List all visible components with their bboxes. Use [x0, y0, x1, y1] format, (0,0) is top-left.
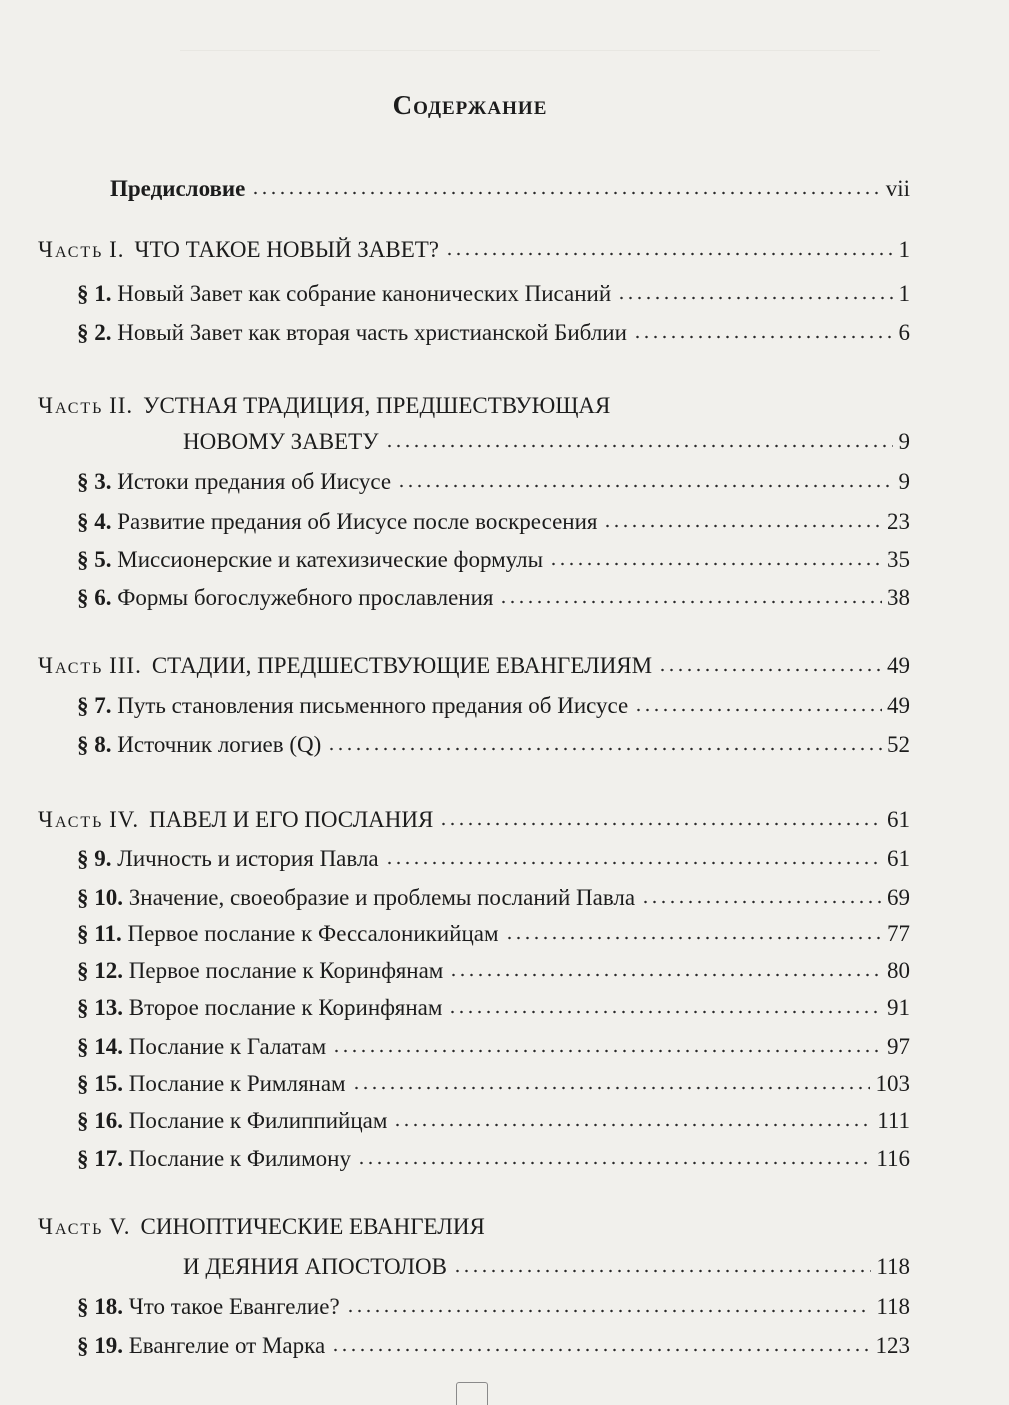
leader-dots [346, 1309, 871, 1313]
toc-entry-text [77, 1104, 391, 1138]
section-title: Первое послание к Фессалоникийцам [127, 921, 499, 946]
toc-section-entry[interactable] [0, 277, 1009, 311]
section-number: § 15. [77, 1071, 123, 1096]
page-number: vii [883, 172, 910, 206]
toc-section-entry[interactable] [0, 1142, 1009, 1176]
section-title: Новый Завет как вторая часть христианской Библии [117, 320, 627, 345]
page-number: 49 [884, 649, 910, 683]
section-title: Первое послание к Коринфянам [128, 958, 444, 983]
leader-dots [658, 668, 882, 672]
section-number: § 4. [77, 509, 112, 534]
leader-dots [397, 484, 893, 488]
toc-entry-text [77, 277, 615, 311]
leader-dots [332, 1049, 882, 1053]
toc-entry-text [38, 1210, 489, 1244]
page-number-bracket [456, 1382, 488, 1405]
toc-section-entry[interactable] [0, 689, 1009, 723]
toc-entry-text [77, 917, 503, 951]
section-number: § 11. [77, 921, 122, 946]
toc-entry-text [77, 689, 632, 723]
part-title-line: СТАДИИ, ПРЕДШЕСТВУЮЩИЕ ЕВАНГЕЛИЯМ [151, 653, 653, 678]
toc-part-heading[interactable] [0, 233, 1009, 267]
section-title: Источник логиев (Q) [117, 732, 322, 757]
part-word: Часть [38, 653, 104, 678]
toc-entry-text [110, 172, 249, 206]
toc-section-entry[interactable] [0, 543, 1009, 577]
section-number: § 1. [77, 281, 112, 306]
page-number: 111 [874, 1104, 910, 1138]
section-title: Миссионерские и катехизические формулы [117, 547, 544, 572]
part-title-line: НОВОМУ ЗАВЕТУ [183, 429, 379, 454]
part-title-line: ПАВЕЛ И ЕГО ПОСЛАНИЯ [149, 807, 434, 832]
part-title-line: УСТНАЯ ТРАДИЦИЯ, ПРЕДШЕСТВУЮЩАЯ [143, 393, 611, 418]
page-number: 1 [896, 233, 911, 267]
part-title-line: И ДЕЯНИЯ АПОСТОЛОВ [183, 1254, 447, 1279]
section-title: Развитие предания об Иисусе после воскресения [117, 509, 598, 534]
toc-section-entry[interactable] [0, 1329, 1009, 1363]
toc-section-entry[interactable] [0, 505, 1009, 539]
toc-section-entry[interactable] [0, 991, 1009, 1025]
toc-entry-text [77, 465, 395, 499]
preface-label: Предисловие [110, 176, 246, 201]
leader-dots [352, 1086, 870, 1090]
page-number: 49 [884, 689, 910, 723]
toc-entry-text [38, 803, 437, 837]
section-number: § 13. [77, 995, 123, 1020]
toc-section-entry[interactable] [0, 1290, 1009, 1324]
leader-dots [357, 1161, 871, 1165]
section-number: § 7. [77, 693, 112, 718]
toc-entry-text [77, 881, 639, 915]
section-number: § 2. [77, 320, 112, 345]
page-title: Содержание [392, 90, 548, 120]
page-number: 61 [884, 842, 910, 876]
toc-entry-text [77, 505, 601, 539]
toc-entry-text [77, 581, 497, 615]
toc-section-entry[interactable] [0, 954, 1009, 988]
section-number: § 19. [77, 1333, 123, 1358]
toc-entry-text [77, 316, 631, 350]
page-number: 77 [884, 917, 910, 951]
page-number: 23 [884, 505, 910, 539]
leader-dots [251, 191, 881, 195]
leader-dots [445, 252, 893, 256]
toc-section-entry[interactable] [0, 1030, 1009, 1064]
toc-entry-text [77, 543, 547, 577]
bleed-through-line [180, 28, 880, 51]
section-number: § 14. [77, 1034, 123, 1059]
toc-section-entry[interactable] [0, 465, 1009, 499]
toc-entry-text [38, 233, 443, 267]
toc-entry-text [77, 1142, 355, 1176]
page-number: 103 [873, 1067, 911, 1101]
toc-section-entry[interactable] [0, 842, 1009, 876]
section-title: Послание к Филимону [128, 1146, 351, 1171]
toc-part-heading[interactable] [0, 389, 1009, 423]
leader-dots [448, 1010, 882, 1014]
toc-entry-text [77, 991, 446, 1025]
page-number: 80 [884, 954, 910, 988]
page-number: 69 [884, 881, 910, 915]
toc-entry-text [77, 954, 447, 988]
part-number: IV. [109, 807, 140, 832]
section-title: Формы богослужебного прославления [117, 585, 494, 610]
toc-part-heading[interactable] [0, 649, 1009, 683]
section-number: § 6. [77, 585, 112, 610]
section-title: Путь становления письменного предания об Иисусе [117, 693, 629, 718]
toc-entry-text [38, 649, 656, 683]
section-title: Личность и история Павла [117, 846, 379, 871]
section-number: § 5. [77, 547, 112, 572]
toc-entry-text [77, 1030, 330, 1064]
toc-entry-text [77, 1067, 350, 1101]
leader-dots [634, 708, 882, 712]
leader-dots [327, 747, 882, 751]
toc-part-heading[interactable] [0, 425, 1009, 459]
part-title-line: ЧТО ТАКОЕ НОВЫЙ ЗАВЕТ? [134, 237, 440, 262]
section-title: Послание к Римлянам [128, 1071, 346, 1096]
page-number: 9 [896, 425, 911, 459]
section-title: Послание к Филиппийцам [128, 1108, 388, 1133]
page-number: 35 [884, 543, 910, 577]
toc-section-entry[interactable] [0, 581, 1009, 615]
leader-dots [385, 861, 882, 865]
section-title: Послание к Галатам [128, 1034, 327, 1059]
section-number: § 18. [77, 1294, 123, 1319]
page-number: 52 [884, 728, 910, 762]
toc-entry-text [183, 1250, 451, 1284]
section-number: § 12. [77, 958, 123, 983]
leader-dots [331, 1348, 870, 1352]
page-number: 38 [884, 581, 910, 615]
section-title: Истоки предания об Иисусе [117, 469, 392, 494]
part-word: Часть [38, 237, 104, 262]
part-number: V. [109, 1214, 131, 1239]
toc-part-heading[interactable] [0, 1210, 1009, 1244]
leader-dots [641, 900, 882, 904]
toc-part-heading[interactable] [0, 1250, 1009, 1284]
leader-dots [505, 936, 882, 940]
part-number: I. [109, 237, 125, 262]
section-number: § 17. [77, 1146, 123, 1171]
section-title: Второе послание к Коринфянам [128, 995, 443, 1020]
part-number: II. [109, 393, 134, 418]
leader-dots [439, 822, 882, 826]
page-number: 118 [873, 1290, 910, 1324]
section-number: § 16. [77, 1108, 123, 1133]
page-number: 9 [896, 465, 911, 499]
leader-dots [449, 973, 882, 977]
toc-section-entry[interactable] [0, 1104, 1009, 1138]
leader-dots [499, 600, 882, 604]
section-title: Значение, своеобразие и проблемы посланий Павла [128, 885, 636, 910]
toc-entry-preface[interactable] [0, 172, 1009, 206]
part-title-line: СИНОПТИЧЕСКИЕ ЕВАНГЕЛИЯ [140, 1214, 485, 1239]
page-number: 1 [896, 277, 911, 311]
section-title: Что такое Евангелие? [128, 1294, 340, 1319]
leader-dots [385, 444, 893, 448]
section-number: § 9. [77, 846, 112, 871]
toc-section-entry[interactable] [0, 1067, 1009, 1101]
toc-section-entry[interactable] [0, 316, 1009, 350]
toc-section-entry[interactable] [0, 728, 1009, 762]
leader-dots [603, 524, 882, 528]
part-word: Часть [38, 807, 104, 832]
toc-entry-text [38, 389, 614, 423]
section-number: § 10. [77, 885, 123, 910]
page-number: 118 [873, 1250, 910, 1284]
section-number: § 3. [77, 469, 112, 494]
leader-dots [393, 1123, 872, 1127]
toc-entry-text [77, 1290, 344, 1324]
leader-dots [453, 1269, 871, 1273]
section-title: Евангелие от Марка [128, 1333, 326, 1358]
toc-section-entry[interactable] [0, 917, 1009, 951]
leader-dots [617, 296, 893, 300]
toc-entry-text [183, 425, 383, 459]
toc-entry-text [77, 842, 383, 876]
part-number: III. [109, 653, 142, 678]
leader-dots [633, 335, 893, 339]
part-word: Часть [38, 393, 104, 418]
toc-part-heading[interactable] [0, 803, 1009, 837]
page-number: 6 [896, 316, 911, 350]
page-number: 61 [884, 803, 910, 837]
toc-entry-text [77, 728, 325, 762]
section-number: § 8. [77, 732, 112, 757]
page-number: 91 [884, 991, 910, 1025]
toc-section-entry[interactable] [0, 881, 1009, 915]
leader-dots [549, 562, 882, 566]
page-number: 97 [884, 1030, 910, 1064]
page-number: 123 [873, 1329, 911, 1363]
section-title: Новый Завет как собрание канонических Писаний [117, 281, 612, 306]
part-word: Часть [38, 1214, 104, 1239]
toc-entry-text [77, 1329, 329, 1363]
page-number: 116 [873, 1142, 910, 1176]
